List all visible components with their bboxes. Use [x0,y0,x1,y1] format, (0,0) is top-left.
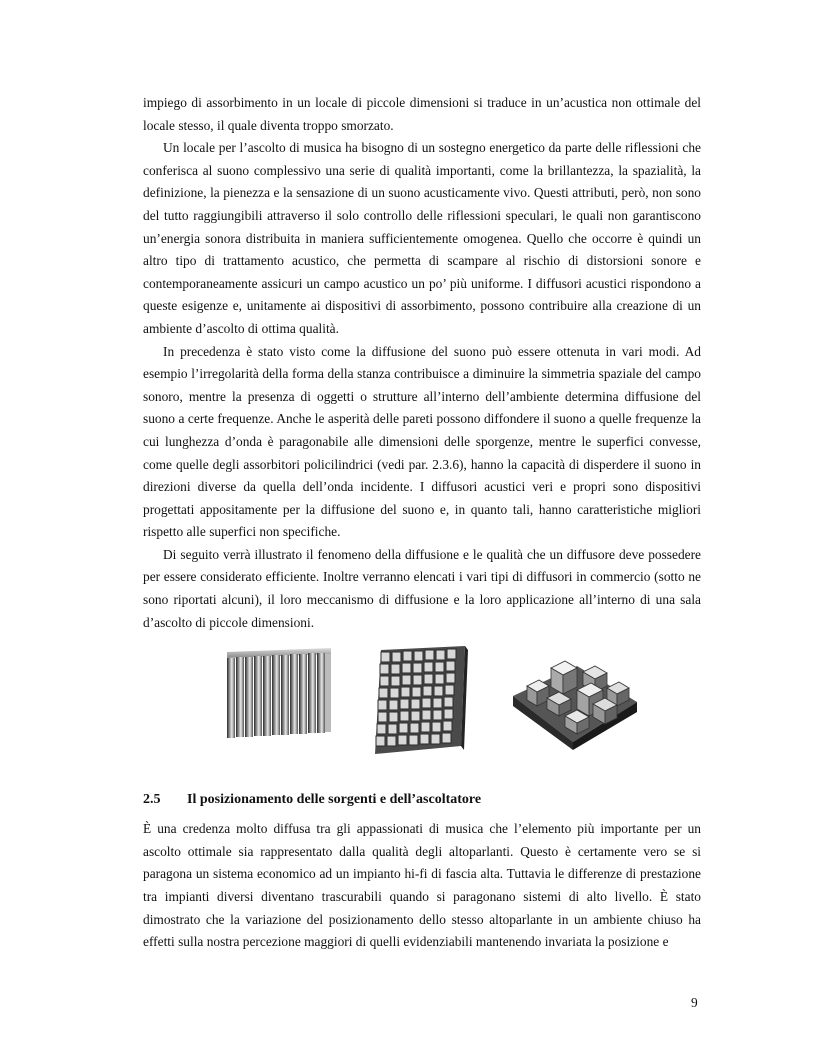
paragraph-outline: Di seguito verrà illustrato il fenomeno della diffusione e le qualità che un diffusore deve possedere per essere considerato efficiente. Inoltre verranno elencati i vari tipi di diffusori in commercio (sotto ne sono riportati alcuni), il loro meccanismo di diffusione e la loro applicazione all’interno di una sala d’ascolto di piccole dimensioni. [143,546,701,630]
section-heading [143,790,701,810]
skyline-diffuser-image [507,646,639,752]
paragraph-continuation: impiego di assorbimento in un locale di piccole dimensioni si traduce in un’acustica non ottimale del locale stesso, il quale diventa troppo smorzato. [143,95,701,133]
page-number: 9 [691,995,698,1010]
paragraph-positioning: È una credenza molto diffusa tra gli appassionati di musica che l’elemento più importante per un ascolto ottimale sia rappresentato dalla qualità degli altoparlanti. Questo è certamente vero se si paragona un sistema economico ad un impianto hi-fi di fascia alta. Tuttavia le differenze di prestazione tra impianti diversi diventano trascurabili quando si paragonano sistemi di alto livello. È stato dimostrato che la variazione del posizionamento dello stesso altoparlante in un ambiente chiuso ha effetti sulla nostra percezione maggiori di quelli evidenziabili mantenendo invariata la posizione e [143,821,701,950]
section-title: Il posizionamento delle sorgenti e dell’ascoltatore [187,792,482,808]
paragraph-reflections: Un locale per l’ascolto di musica ha bisogno di un sostegno energetico da parte delle riflessioni che conferisca al suono complessivo una serie di qualità importanti, come la brillantezza, la spazialità, la definizione, la pienezza e la sensazione di un suono acusticamente vivo. Questi attributi, però, non sono del tutto raggiungibili attraverso il solo controllo delle riflessioni speculari, le quali non garantiscono un’energia sonora distribuita in maniera sufficientemente omogenea. Quello che occorre è quindi un altro tipo di trattamento acustico, che permetta di scampare al rischio di distorsioni sonore e contemporaneamente assicuri un campo acustico un po’ più uniforme. I diffusori acustici rispondono a queste esigenze e, unitamente ai dispositivi di assorbimento, possono contribuire alla creazione di un ambiente d’ascolto di ottima qualità. [143,140,701,336]
page-content [143,92,701,954]
slat-diffuser-image [221,646,337,742]
section-number: 2.5 [143,792,161,808]
diffuser-figures [143,646,701,776]
paragraph-diffusion: In precedenza è stato visto come la diffusione del suono può essere ottenuta in vari modi. Ad esempio l’irregolarità della forma della stanza contribuisce a diminuire la simmetria spaziale del campo sonoro, mentre la presenza di oggetti o strutture all’interno dell’ambiente determina diffusione del suono a certe frequenze. Anche le asperità delle pareti possono diffondere il suono a quelle frequenze la cui lunghezza d’onda è paragonabile alle dimensioni delle sporgenze, mentre le superfici convesse, come quelle degli assorbitori policilindrici (vedi par. 2.3.6), hanno la capacità di disperdere il suono in direzioni diverse da quella dell’onda incidente. I diffusori acustici veri e propri sono dispositivi progettati appositamente per la diffusione del suono e, in quanto tali, hanno caratteristiche migliori rispetto alle superfici non specifiche. [143,343,701,540]
grid-diffuser-image [371,646,469,758]
